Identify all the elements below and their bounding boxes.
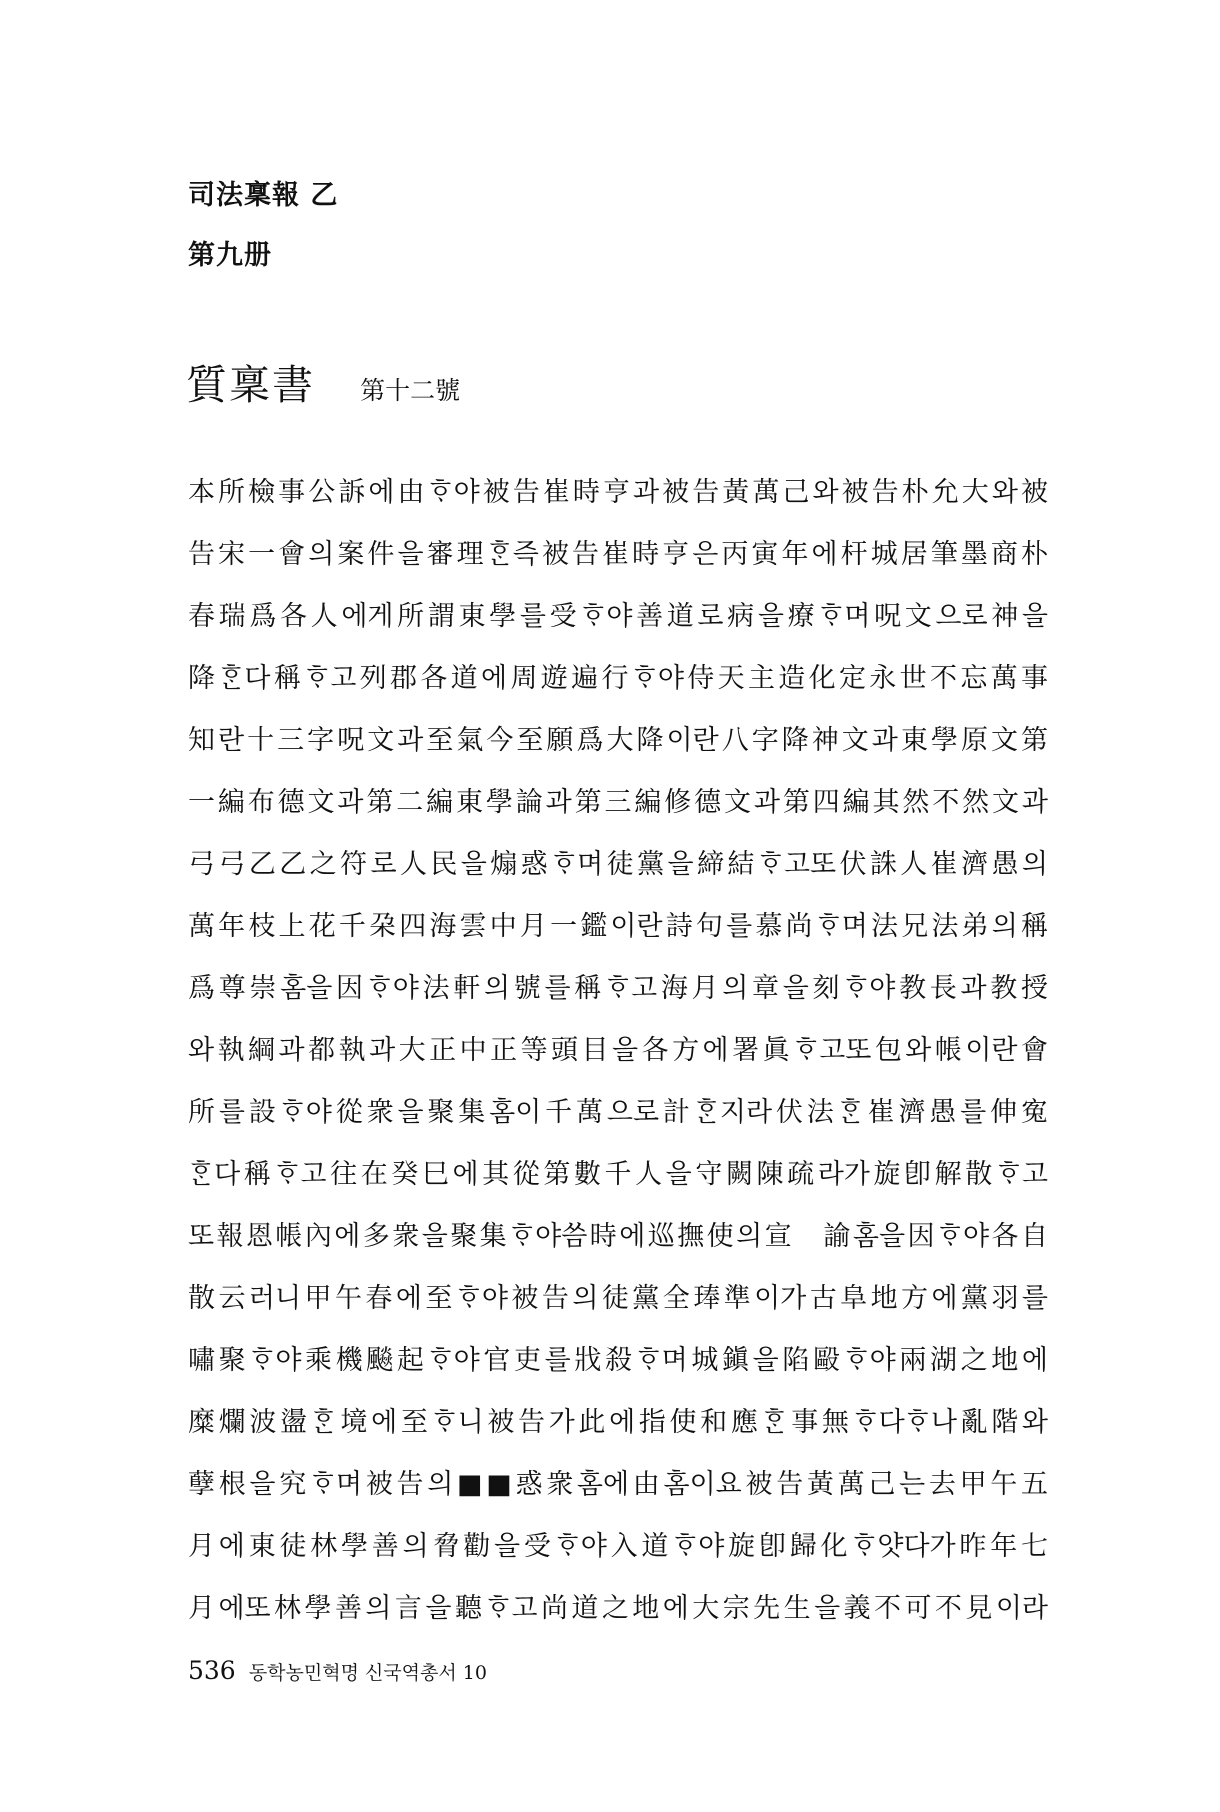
text-line: 散云러니甲午春에至ᄒᆞ야被告의徒黨全琫準이가古阜地方에黨羽를 — [188, 1283, 1048, 1314]
text-line: 所를設ᄒᆞ야從衆을聚集홈이千萬으로計ᄒᆞᆫ지라伏法ᄒᆞᆫ崔濟愚를伸寃 — [188, 1097, 1048, 1128]
volume-label: 第九册 — [188, 240, 272, 271]
series-title: 동학농민혁명 신국역총서 10 — [248, 1662, 487, 1684]
text-line: 春瑞爲各人에게所謂東學를受ᄒᆞ야善道로病을療ᄒᆞ며呪文으로神을 — [188, 601, 1048, 632]
text-line: 知란十三字呪文과至氣今至願爲大降이란八字降神文과東學原文第 — [188, 725, 1048, 756]
text-line: 告宋一會의案件을審理ᄒᆞᆫ즉被告崔時亨은丙寅年에杆城居筆墨商朴 — [188, 539, 1048, 570]
text-line: 孽根을究ᄒᆞ며被告의■■惑衆홈에由홈이요被告黃萬己는去甲午五 — [188, 1469, 1048, 1500]
page-number: 536 — [188, 1656, 236, 1685]
section-title: 質稟書 — [186, 361, 315, 409]
text-line: 와執綱과都執과大正中正等頭目을各方에署眞ᄒᆞ고또包와帳이란會 — [188, 1035, 1048, 1066]
text-line: 爲尊崇홈을因ᄒᆞ야法軒의號를稱ᄒᆞ고海月의章을刻ᄒᆞ야教長과教授 — [188, 973, 1048, 1004]
text-line: 萬年枝上花千朶四海雲中月一鑑이란詩句를慕尚ᄒᆞ며法兄法弟의稱 — [188, 911, 1048, 942]
page-footer — [188, 1656, 487, 1685]
document-title: 司法稟報 乙 — [188, 180, 339, 211]
section-number: 第十二號 — [360, 376, 461, 405]
text-line: 本所檢事公訴에由ᄒᆞ야被告崔時亨과被告黃萬己와被告朴允大와被 — [188, 477, 1048, 508]
text-line: 月에또林學善의言을聽ᄒᆞ고尚道之地에大宗先生을義不可不見이라 — [188, 1593, 1048, 1624]
text-line: ᄒᆞᆫ다稱ᄒᆞ고往在癸巳에其從第數千人을守闕陳疏라가旋卽解散ᄒᆞ고 — [188, 1159, 1048, 1190]
text-line: 또報恩帳內에多衆을聚集ᄒᆞ야씀時에巡撫使의宣 諭홈을因ᄒᆞ야各自 — [188, 1221, 1048, 1252]
text-line: 嘯聚ᄒᆞ야乘機飈起ᄒᆞ야官吏를戕殺ᄒᆞ며城鎭을陷毆ᄒᆞ야兩湖之地에 — [188, 1345, 1048, 1376]
body-text — [188, 462, 1048, 1640]
text-line: 糜爛波盪ᄒᆞᆫ境에至ᄒᆞ니被告가此에指使和應ᄒᆞᆫ事無ᄒᆞ다ᄒᆞ나亂階와 — [188, 1407, 1048, 1438]
text-line: 弓弓乙乙之符로人民을煽惑ᄒᆞ며徒黨을締結ᄒᆞ고또伏誅人崔濟愚의 — [188, 849, 1048, 880]
text-line: 降ᄒᆞᆫ다稱ᄒᆞ고列郡各道에周遊遍行ᄒᆞ야侍天主造化定永世不忘萬事 — [188, 663, 1048, 694]
section-heading — [186, 352, 460, 411]
text-line: 月에東徒林學善의脅勸을受ᄒᆞ야入道ᄒᆞ야旋卽歸化ᄒᆞ얏다가昨年七 — [188, 1531, 1048, 1562]
text-line: 一編布德文과第二編東學論과第三編修德文과第四編其然不然文과 — [188, 787, 1048, 818]
